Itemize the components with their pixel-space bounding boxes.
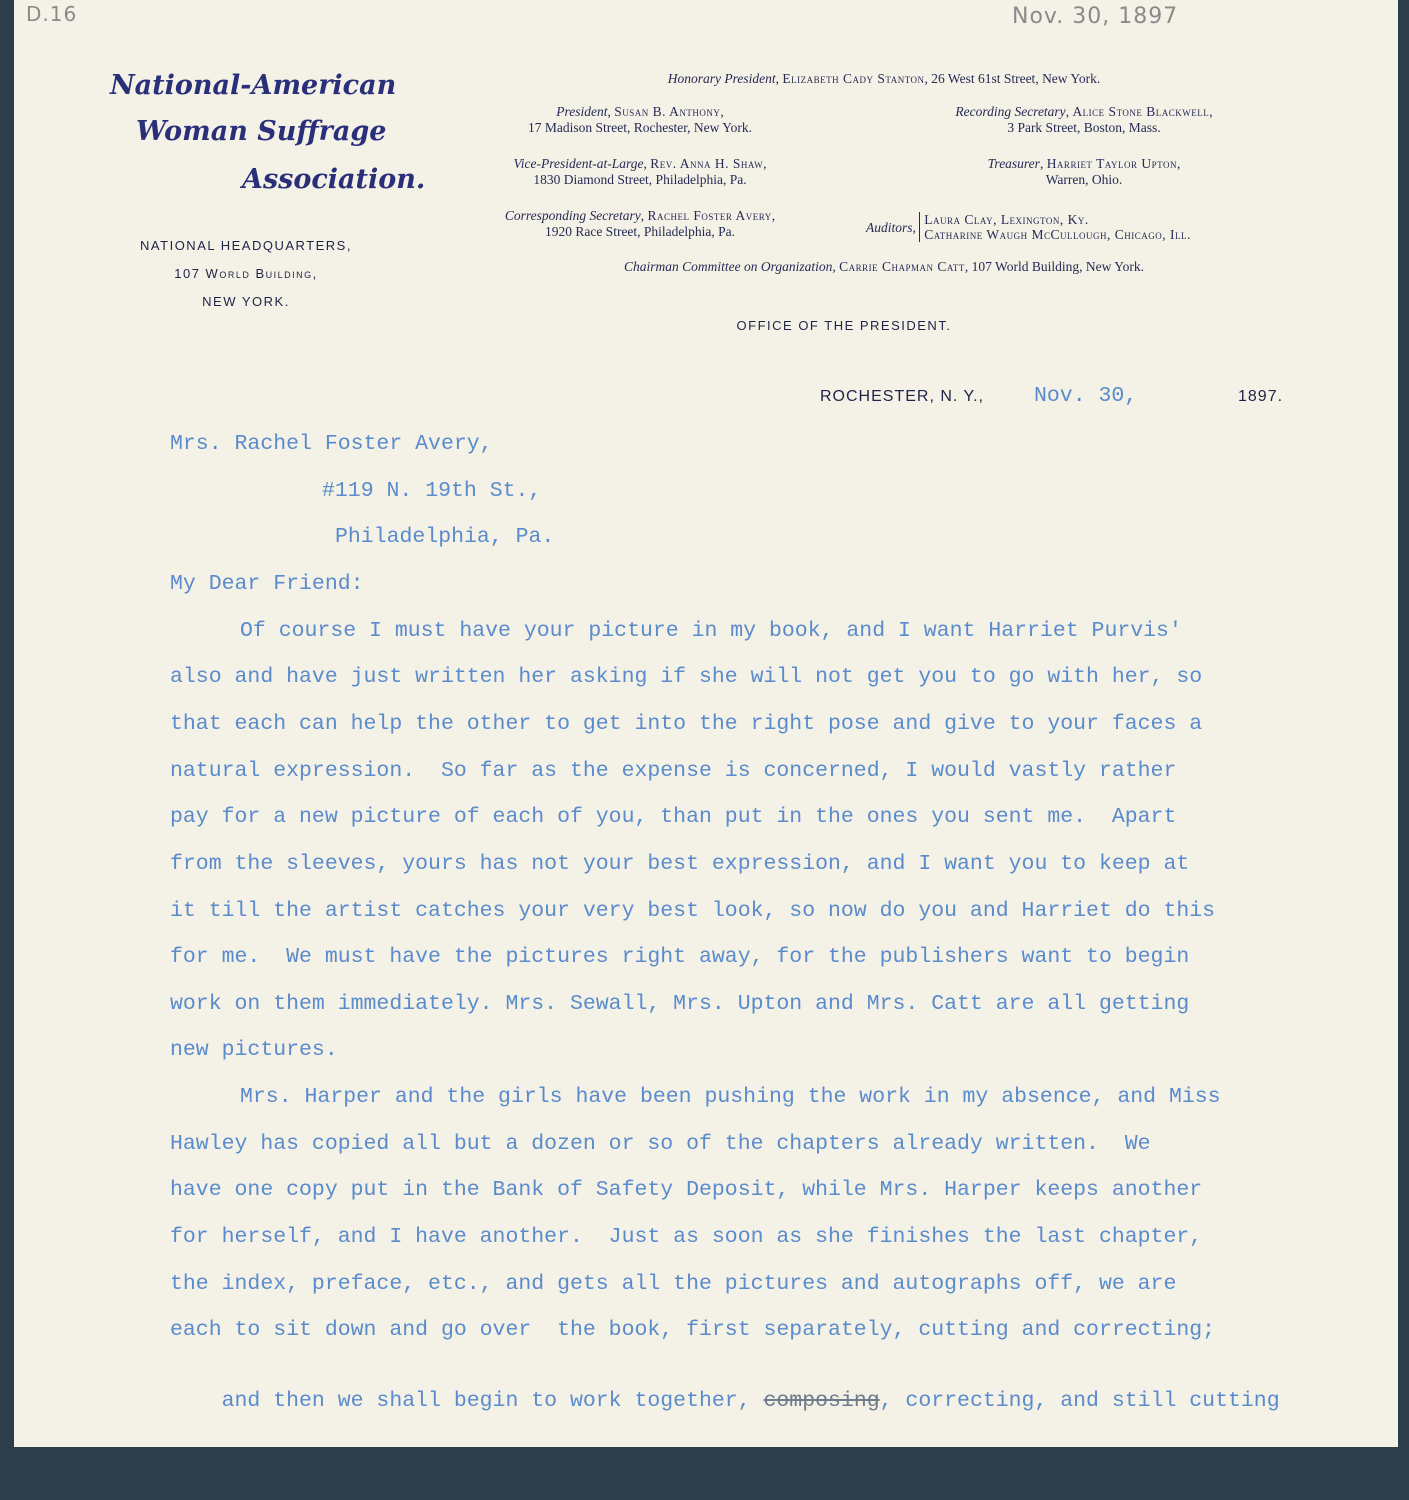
officer-vice-president: Vice-President-at-Large, Rev. Anna H. Shaw, 1830 Diamond Street, Philadelphia, Pa.: [513, 156, 767, 187]
struck-word: composing: [763, 1389, 880, 1413]
typed-date: Nov. 30,: [1034, 384, 1138, 408]
chairman-committee: Chairman Committee on Organization, Carrie Chapman Catt, 107 World Building, New York.: [624, 259, 1144, 274]
letter-line: Mrs. Harper and the girls have been pushing the work in my absence, and Miss: [240, 1085, 1221, 1110]
officer-president: President, Susan B. Anthony, 17 Madison Street, Rochester, New York.: [527, 104, 753, 135]
address-line: Philadelphia, Pa.: [335, 525, 555, 550]
letter-line: Of course I must have your picture in my book, and I want Harriet Purvis': [240, 618, 1182, 643]
letter-line: work on them immediately. Mrs. Sewall, Mrs. Upton and Mrs. Catt are all getting: [170, 991, 1190, 1016]
archive-number: D.16: [26, 2, 78, 26]
address-line: #119 N. 19th St.,: [322, 478, 542, 503]
letter-line: Hawley has copied all but a dozen or so of the chapters already written. We: [170, 1131, 1151, 1156]
officer-corresponding-secretary: Corresponding Secretary, Rachel Foster Avery, 1920 Race Street, Philadelphia, Pa.: [504, 208, 776, 239]
auditors: Auditors, Laura Clay, Lexington, Ky. Catharine Waugh McCullough, Chicago, Ill.: [866, 212, 1191, 242]
letter-line: it till the artist catches your very best look, so now do you and Harriet do this: [170, 898, 1216, 923]
letter-line: have one copy put in the Bank of Safety Deposit, while Mrs. Harper keeps another: [170, 1178, 1203, 1203]
letter-line: the index, preface, etc., and gets all the pictures and autographs off, we are: [170, 1271, 1177, 1296]
officer-recording-secretary: Recording Secretary, Alice Stone Blackwell, 3 Park Street, Boston, Mass.: [955, 104, 1213, 135]
letter-line: new pictures.: [170, 1038, 338, 1063]
letter-line: also and have just written her asking if she will not get you to go with her, so: [170, 665, 1203, 690]
letter-line: and then we shall begin to work together, composing, correcting, and still cutting: [221, 1389, 1280, 1413]
year: 1897.: [1238, 388, 1284, 405]
address-line: Mrs. Rachel Foster Avery,: [170, 432, 493, 456]
letter-line: that each can help the other to get into the right pose and give to your faces a: [170, 711, 1203, 736]
office-of-president: OFFICE OF THE PRESIDENT.: [736, 318, 952, 333]
honorary-president: Honorary President, Elizabeth Cady Stanton, 26 West 61st Street, New York.: [667, 71, 1101, 86]
officer-treasurer: Treasurer, Harriet Taylor Upton, Warren, Ohio.: [987, 156, 1181, 187]
letter-line: each to sit down and go over the book, first separately, cutting and correcting;: [170, 1318, 1216, 1343]
salutation: My Dear Friend:: [170, 571, 364, 596]
letter-line: natural expression. So far as the expense is concerned, I would vastly rather: [170, 758, 1177, 783]
letter-line: pay for a new picture of each of you, than put in the ones you sent me. Apart: [170, 805, 1177, 830]
letter-line: for me. We must have the pictures right away, for the publishers want to begin: [170, 945, 1190, 970]
letter-line: from the sleeves, yours has not your best expression, and I want you to keep at: [170, 851, 1190, 876]
date-note: Nov. 30, 1897: [1012, 4, 1179, 29]
place-line: ROCHESTER, N. Y.,: [820, 388, 984, 405]
letter-line: for herself, and I have another. Just as soon as she finishes the last chapter,: [170, 1225, 1203, 1250]
letter-page: D.16 Nov. 30, 1897 National-American Woman Suffrage Association. NATIONAL HEADQUARTERS, 107 World Building, NEW YORK. Honorary President, Elizabeth Cady Stanton, 26 West 61st Street, New York. President, Susan B. Anthony, 17 Madison Street, Rochester, New York. Vice-President-at-Large, Rev. Anna H. Shaw, 1830 Diamond Street, Philadelphia, Pa. Corresponding Secretary, Rachel Foster Avery, 1920 Race Street, Philadelphia, Pa. Recording Secretary, Alice Stone Blackwell, 3 Park Street, Boston, Mass. Treasurer, Harriet Taylor Upton, Warren, Ohio. Auditors, Laura Clay, Lexington, Ky. Catharine Waugh McCullough, Chicago, Ill. Chairman Committee on Organization, Carrie Chapman Catt, 107 World Building, New York. OFFICE OF THE PRESIDENT. ROCHESTER, N. Y., Nov. 30, 1897. Mrs. Rachel Foster Avery, #119 N. 19th St., Philadelphia, Pa. My Dear Friend: Of course I must have your picture in my book, and I want Harriet Purvis' also and have just written her asking if she will not get you to go with her, so that each can help the other to get into the right pose and give to your faces a natural expression. So far as the expense is concerned, I would vastly rather pay for a new picture of each of you, than put in the ones you sent me. Apart from the sleeves, yours has not your best expression, and I want you to keep at it till the artist catches your very best look, so now do you and Harriet do this for me. We must have the pictures right away, for the publishers want to begin work on them immediately. Mrs. Sewall, Mrs. Upton and Mrs. Catt are all getting new pictures. Mrs. Harper and the girls have been pushing the work in my absence, and Miss Hawley has copied all but a dozen or so of the chapters already written. We have one copy put in the Bank of Safety Deposit, while Mrs. Harper keeps another for herself, and I have another. Just as soon as she finishes the last chapter, the index, preface, etc., and gets all the pictures and autographs off, we are each to sit down and go over the book, first separately, cutting and correcting; and then we shall begin to work together, composing, correcting, and still cutting: [14, 0, 1398, 1447]
